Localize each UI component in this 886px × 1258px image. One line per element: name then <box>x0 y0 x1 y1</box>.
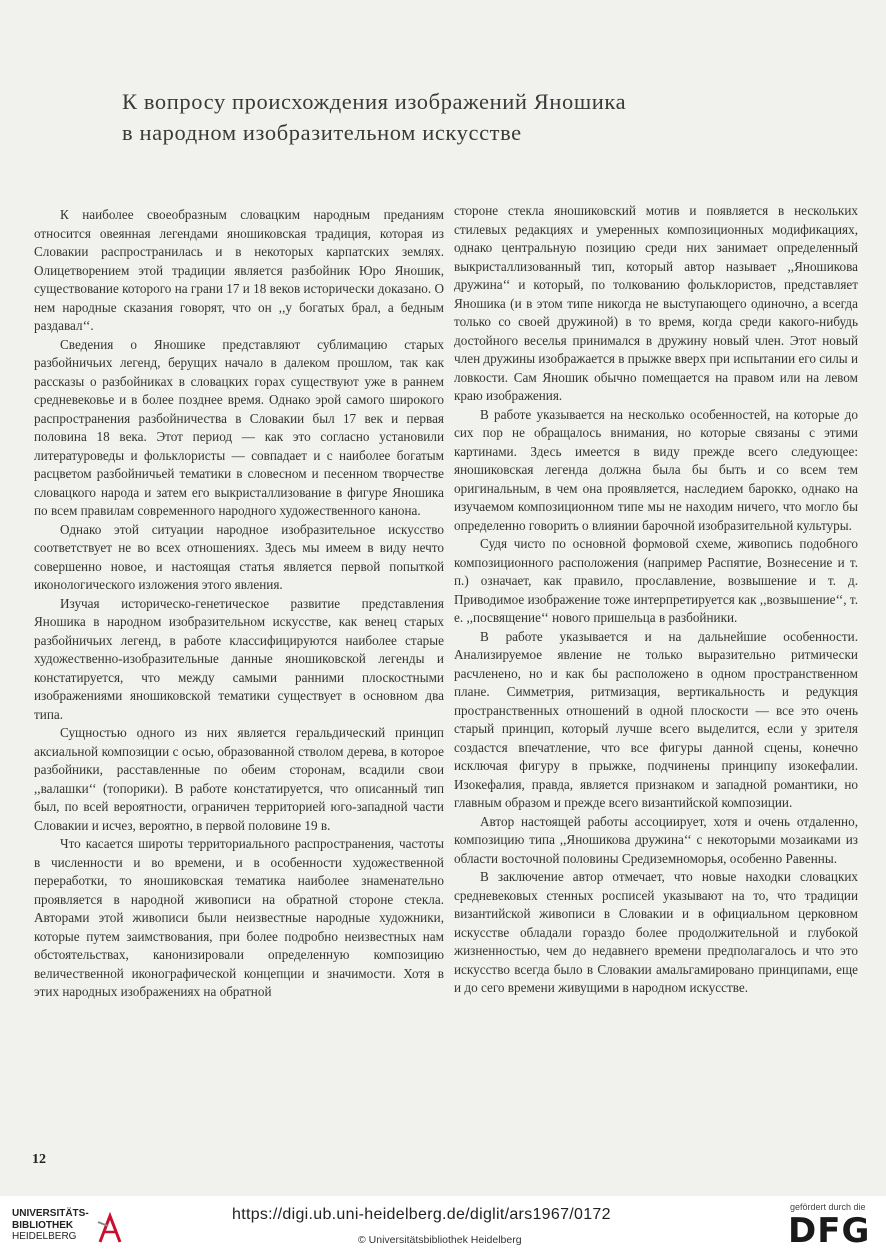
copyright-notice: © Universitätsbibliothek Heidelberg <box>358 1234 522 1246</box>
paragraph: Судя чисто по основной формовой схеме, живопись подобного композиционного расположения (например Распятие, Вознесение и т. п.) означает, как правило, прославление, возвышение и т. д. Приводимое изображение тоже интерпретируется как ,,возвышение‘‘, т. е. ,,посвящение‘‘ нового пришельца в разбойники. <box>454 536 858 625</box>
library-name <box>12 1208 89 1243</box>
dfg-logo[interactable]: DFG <box>788 1211 871 1251</box>
paragraph: Однако этой ситуации народное изобразительное искусство соответствует не во всех отношениях. Здесь мы имеем в виду нечто совершенно новое, и настоящая статья является первой попыткой иконологического изложения этого явления. <box>34 521 444 592</box>
library-name-line-2: BIBLIOTHEK <box>12 1219 74 1231</box>
library-name-line-1: UNIVERSITÄTS- <box>12 1208 89 1219</box>
paragraph: В работе указывается на несколько особенностей, на которые до сих пор не обращалось внимания, но которые связаны с этими картинами. Здесь имеется в виду прежде всего следующее: яношиковская легенда должна была бы быть и со всем тем оригинальным, в чем она проявляется, наследием барокко, однако на изучаемом композиционном типе мы не находим ничего, что могло бы определенно говорить о влиянии барочной изобразительной культуры. <box>454 406 858 533</box>
funding-label: gefördert durch die <box>790 1202 866 1212</box>
article-title <box>122 86 742 148</box>
paragraph: Что касается широты территориального распространения, частоты в численности и во времени, и в особенности художественной переработки, то яношиковская тематика наиболее знаменательно проявляется в народной живописи на обратной стороне стекла. Авторами этой живописи были неизвестные народные художники, которые путем заимствования, при более подробно неизвестных нам обстоятельствах, канонизировали определенную композицию величественной иконографической концепции и значимости. Хотя в этих народных изображениях на обратной <box>34 836 444 999</box>
paragraph: В заключение автор отмечает, что новые находки словацких средневековых стенных росписей указывают на то, что традиции византийской живописи в Словакии и в официальном церковном искусстве обладали гораздо более продолжительной и глубокой жизненностью, чем до недавнего времени предполагалось и что это искусство всегда было в Словакии амальгамировано принципами, еще и до сего времени живущими в народном искусстве. <box>454 869 858 995</box>
library-name-line-3: HEIDELBERG <box>12 1231 77 1242</box>
left-column <box>34 206 444 1002</box>
paragraph: Сущностью одного из них является геральдический принцип аксиальной композиции с осью, образованной стволом дерева, в которое разбойники, расставленные по обеим сторонам, всадили свои ,,валашки‘‘ (топорики). В работе констатируется, что описанный тип был, по всей вероятности, ограничен территорией юго-западной части Словакии и исчез, вероятно, в первой половине 19 в. <box>34 725 444 833</box>
page-number: 12 <box>32 1152 46 1167</box>
paragraph: В работе указывается и на дальнейшие особенности. Анализируемое явление не только выразительно ритмически расчленено, но и как бы расположено в одном пространственном плане. Симметрия, ритмизация, вертикальность и редукция пространственных отношений в одной плоскости — все это очень старый принцип, который лучше всего выделится, если у зрителя создастся впечатление, что все фигуры данной сцены, конечно исключая фигуру в прыжке, подчинены принципу изокефалии. Изокефалия, правда, является признаком и западной романтики, но главным образом и прежде всего византийской композиции. <box>454 628 858 810</box>
paragraph: К наиболее своеобразным словацким народным преданиям относится овеянная легендами яношиковская традиция, которая из Словакии распространилась и в некоторых карпатских землях. Олицетворением этой традиции является разбойник Юро Яношик, существование которого на грани 17 и 18 веков исторически доказано. О нем народные сказания говорят, что он ,,у богатых брал, а бедным раздавал‘‘. <box>34 207 444 333</box>
paragraph: Сведения о Яношике представляют сублимацию старых разбойничьих легенд, берущих начало в далеком прошлом, так как рассказы о разбойниках в словацких горах существуют уже в раннем средневековье и в более позднее время. Однако эрой самого широкого распространения разбойничества в Словакии был 17 век и первая половина 18 века. Этот период — как это согласно установили литературоведы и фольклористы — совпадает и с наиболее богатым расцветом разбойничьей тематики в словесном и песенном творчестве словацкого народа и затем его выкристаллизование в фигуре Яношика по всем правилам современного народного художественного канона. <box>34 336 444 518</box>
paragraph: Автор настоящей работы ассоциирует, хотя и очень отдаленно, композицию типа ,,Яношикова дружина‘‘ с некоторыми мозаиками из области восточной половины Средиземноморья, особенно Равенны. <box>454 813 858 866</box>
footer-bar <box>0 1196 886 1258</box>
right-column <box>454 202 858 998</box>
library-logo[interactable] <box>12 1208 127 1248</box>
library-emblem-icon <box>96 1212 124 1246</box>
title-line-2: в народном изобразительном искусстве <box>122 120 522 145</box>
permalink-url[interactable]: https://digi.ub.uni-heidelberg.de/diglit/ars1967/0172 <box>232 1206 611 1223</box>
paragraph: стороне стекла яношиковский мотив и появляется в нескольких стилевых редакциях и умеренных композиционных модификациях, однако центральную позицию среди них занимает определенный выкристаллизованный тип, который автор называет ,,Яношикова дружина‘‘ и который, по толкованию фольклористов, представляет Яношика (и в этом типе никогда не выступающего одиночно, а всегда только со своей дружиной) в то время, когда среди какого-нибудь достойного веселья принимался в дружину новый член. Этот новый член дружины изображается в прыжке вверх при испытании его силы и ловкости. Сам Яношик обычно помещается на правом или на левом краю изображения. <box>454 203 858 403</box>
paragraph: Изучая историческо-генетическое развитие представления Яношика в народном изобразительном искусстве, как венец старых разбойничьих легенд, в работе классифицируются наиболее старые художественно-изобразительные данные яношиковской легенды и констатируется, что между самыми ранними плоскостными изображениями яношиковской тематики существует в основном два типа. <box>34 595 444 722</box>
title-line-1: К вопросу происхождения изображений Яношика <box>122 89 627 114</box>
